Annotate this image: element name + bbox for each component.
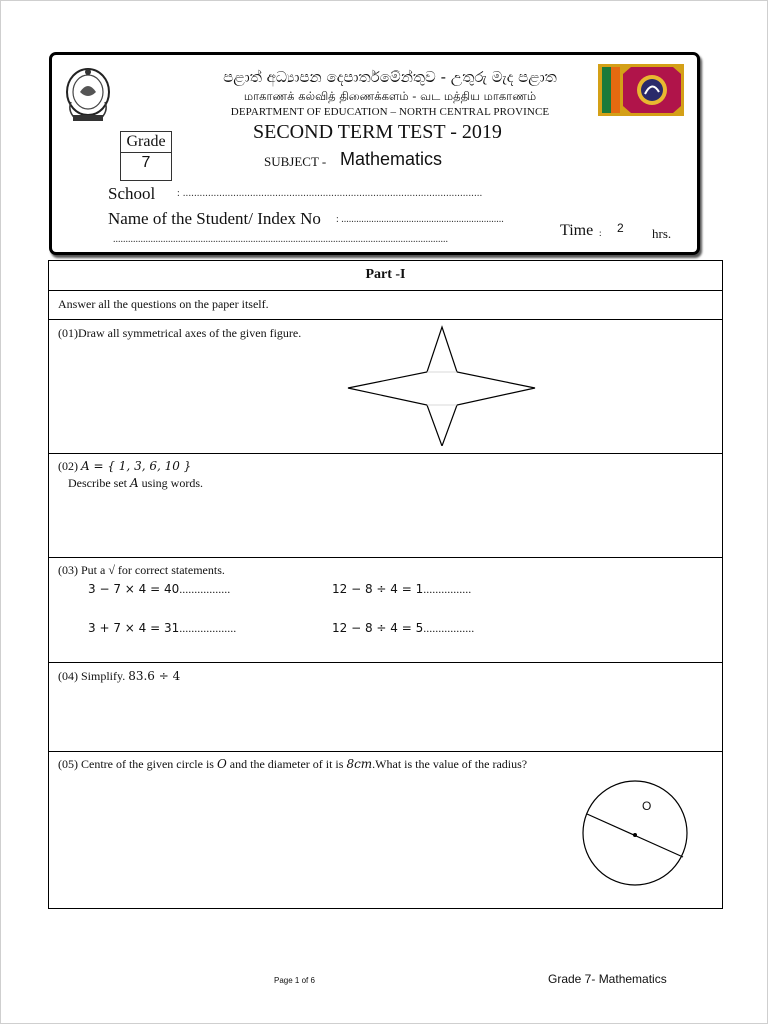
grade-box bbox=[120, 131, 172, 181]
question-5-part-a: (05) Centre of the given circle is bbox=[58, 757, 217, 771]
question-1 bbox=[49, 320, 722, 454]
school-field[interactable]: : ........................................................................................................... bbox=[177, 188, 483, 199]
set-a-expression: A = { 1, 3, 6, 10 } bbox=[81, 459, 192, 473]
time-value: 2 bbox=[617, 221, 624, 235]
page-number: Page 1 of 6 bbox=[274, 976, 315, 985]
statement-4-eq: 12 − 8 ÷ 4 = 5 bbox=[332, 621, 424, 635]
student-name-field-line2[interactable]: ...................................................................................................................................... bbox=[113, 234, 448, 245]
question-2 bbox=[49, 454, 722, 558]
question-5-part-b: and the diameter of it is bbox=[226, 757, 347, 771]
instruction-row bbox=[49, 291, 722, 320]
question-5-part-c: .What is the value of the radius? bbox=[372, 757, 528, 771]
question-2-number: (02) bbox=[58, 459, 78, 473]
four-point-star-figure[interactable] bbox=[347, 325, 539, 446]
instruction-text: Answer all the questions on the paper itself. bbox=[58, 297, 269, 311]
statement-3-eq: 3 + 7 × 4 = 31 bbox=[88, 621, 180, 635]
diameter-value: 8cm bbox=[346, 757, 373, 771]
question-2-text-b: using words. bbox=[138, 476, 203, 490]
circle-center-label: O bbox=[642, 799, 652, 813]
question-4-expr: 83.6 ÷ 4 bbox=[128, 669, 181, 683]
question-2-line2 bbox=[68, 476, 203, 491]
grade-value: 7 bbox=[141, 154, 151, 171]
subject-label: SUBJECT - bbox=[264, 154, 327, 169]
question-2-text-a: Describe set bbox=[68, 476, 130, 490]
part-title-row bbox=[49, 261, 722, 291]
question-3 bbox=[49, 558, 722, 663]
statement-2-eq: 12 − 8 ÷ 4 = 1 bbox=[332, 582, 424, 596]
set-a-variable: A bbox=[129, 476, 139, 490]
subject-value: Mathematics bbox=[340, 149, 443, 169]
sri-lanka-emblem-icon bbox=[63, 62, 113, 128]
tamil-title: மாகாணக் கல்வித் திணைக்களம் - வட மத்திய மாகாணம் bbox=[243, 89, 537, 103]
sinhala-title: පළාත් අධ්‍යාපන දෙපාර්තමේන්තුව - උතුරු මැද පළාත bbox=[223, 68, 557, 86]
question-4-text bbox=[58, 669, 180, 684]
student-name-field[interactable]: : ................................................................. bbox=[336, 214, 504, 225]
part-title: Part -I bbox=[365, 267, 406, 282]
statement-2[interactable] bbox=[332, 582, 471, 597]
statement-1-dots: ................. bbox=[179, 582, 231, 596]
department-name: DEPARTMENT OF EDUCATION – NORTH CENTRAL PROVINCE bbox=[230, 106, 550, 118]
school-label: School bbox=[108, 184, 156, 203]
question-5-text bbox=[58, 757, 527, 772]
test-title: SECOND TERM TEST - 2019 bbox=[253, 121, 502, 143]
question-4 bbox=[49, 663, 722, 752]
statement-4-dots: ................. bbox=[423, 621, 475, 635]
question-2-line1 bbox=[58, 459, 191, 474]
statement-4[interactable] bbox=[332, 621, 474, 636]
question-1-text: (01)Draw all symmetrical axes of the given figure. bbox=[58, 326, 302, 340]
question-5 bbox=[49, 752, 722, 908]
footer-subject: Grade 7- Mathematics bbox=[548, 972, 667, 986]
grade-label: Grade bbox=[121, 132, 171, 153]
statement-1[interactable] bbox=[88, 582, 230, 597]
statement-1-eq: 3 − 7 × 4 = 40 bbox=[88, 582, 180, 596]
statement-2-dots: ................ bbox=[423, 582, 472, 596]
provincial-flag-icon bbox=[598, 64, 684, 116]
question-4-prefix: (04) Simplify. bbox=[58, 669, 129, 683]
time-colon: : bbox=[599, 228, 602, 238]
statement-3[interactable] bbox=[88, 621, 236, 636]
questions-table bbox=[48, 260, 723, 909]
time-unit: hrs. bbox=[652, 226, 672, 241]
center-variable: O bbox=[216, 757, 227, 771]
statement-3-dots: ................... bbox=[179, 621, 237, 635]
question-3-text: (03) Put a √ for correct statements. bbox=[58, 563, 225, 577]
circle-figure[interactable] bbox=[581, 777, 691, 889]
time-label: Time bbox=[560, 222, 594, 239]
student-name-label: Name of the Student/ Index No bbox=[108, 209, 321, 228]
